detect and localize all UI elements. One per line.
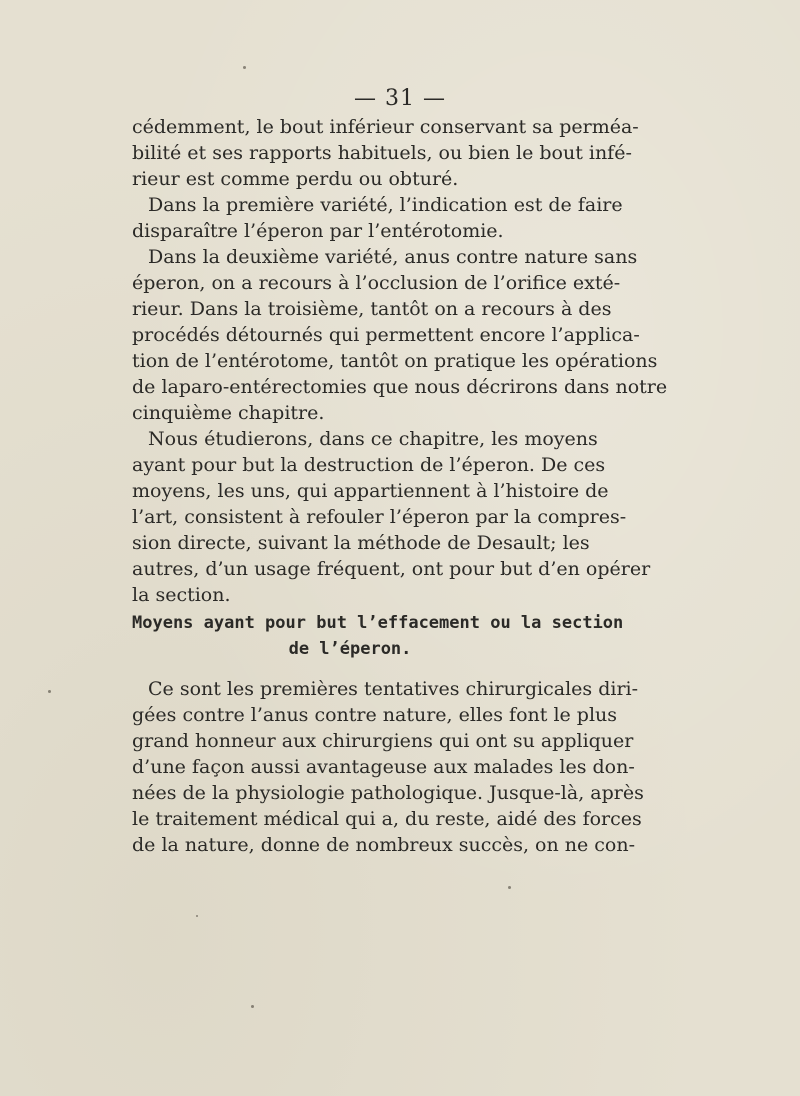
text-line: Dans la première variété, l’indication est de faire xyxy=(148,194,623,216)
text-line: grand honneur aux chirurgiens qui ont su appliquer xyxy=(132,730,634,752)
text-line: éperon, on a recours à l’occlusion de l’orifice exté- xyxy=(132,272,621,294)
text-line: Nous étudierons, dans ce chapitre, les moyens xyxy=(148,428,598,450)
text-line: sion directe, suivant la méthode de Desault; les xyxy=(132,532,590,554)
text-line: Ce sont les premières tentatives chirurgicales diri- xyxy=(148,678,639,700)
paper-speck xyxy=(508,886,511,889)
text-line: l’art, consistent à refouler l’éperon par la compres- xyxy=(132,506,627,528)
paper-speck xyxy=(196,915,198,917)
text-line: bilité et ses rapports habituels, ou bien le bout infé- xyxy=(132,142,632,164)
text-line: disparaître l’éperon par l’entérotomie. xyxy=(132,220,504,242)
body-text-bottom xyxy=(132,676,644,858)
text-line: ayant pour but la destruction de l’éperon. De ces xyxy=(132,454,606,476)
section-heading xyxy=(132,610,624,662)
text-line: Dans la deuxième variété, anus contre nature sans xyxy=(148,246,638,268)
text-line: cédemment, le bout inférieur conservant sa perméa- xyxy=(132,116,639,138)
text-line: moyens, les uns, qui appartiennent à l’histoire de xyxy=(132,480,609,502)
text-line: d’une façon aussi avantageuse aux malades les don- xyxy=(132,756,635,778)
text-line: tion de l’entérotome, tantôt on pratique les opérations xyxy=(132,350,658,372)
heading-line: de l’éperon. xyxy=(288,639,412,659)
paper-speck xyxy=(48,690,51,693)
paper-speck xyxy=(243,66,246,69)
body-text-top xyxy=(132,114,668,608)
text-line: gées contre l’anus contre nature, elles font le plus xyxy=(132,704,618,726)
heading-line: Moyens ayant pour but l’effacement ou la section xyxy=(132,613,624,633)
text-line: rieur est comme perdu ou obturé. xyxy=(132,168,459,190)
text-line: autres, d’un usage fréquent, ont pour but d’en opérer xyxy=(132,558,651,580)
text-line: la section. xyxy=(132,584,231,606)
text-line: rieur. Dans la troisième, tantôt on a recours à des xyxy=(132,298,612,320)
text-line: nées de la physiologie pathologique. Jusque-là, après xyxy=(132,782,644,804)
page-number: — 31 — xyxy=(354,86,446,111)
paper-speck xyxy=(251,1005,254,1008)
text-line: de laparo-entérectomies que nous décrirons dans notre xyxy=(132,376,668,398)
text-line: procédés détournés qui permettent encore l’applica- xyxy=(132,324,640,346)
text-line: cinquième chapitre. xyxy=(132,402,325,424)
text-line: le traitement médical qui a, du reste, aidé des forces xyxy=(132,808,642,830)
text-line: de la nature, donne de nombreux succès, on ne con- xyxy=(132,834,636,856)
